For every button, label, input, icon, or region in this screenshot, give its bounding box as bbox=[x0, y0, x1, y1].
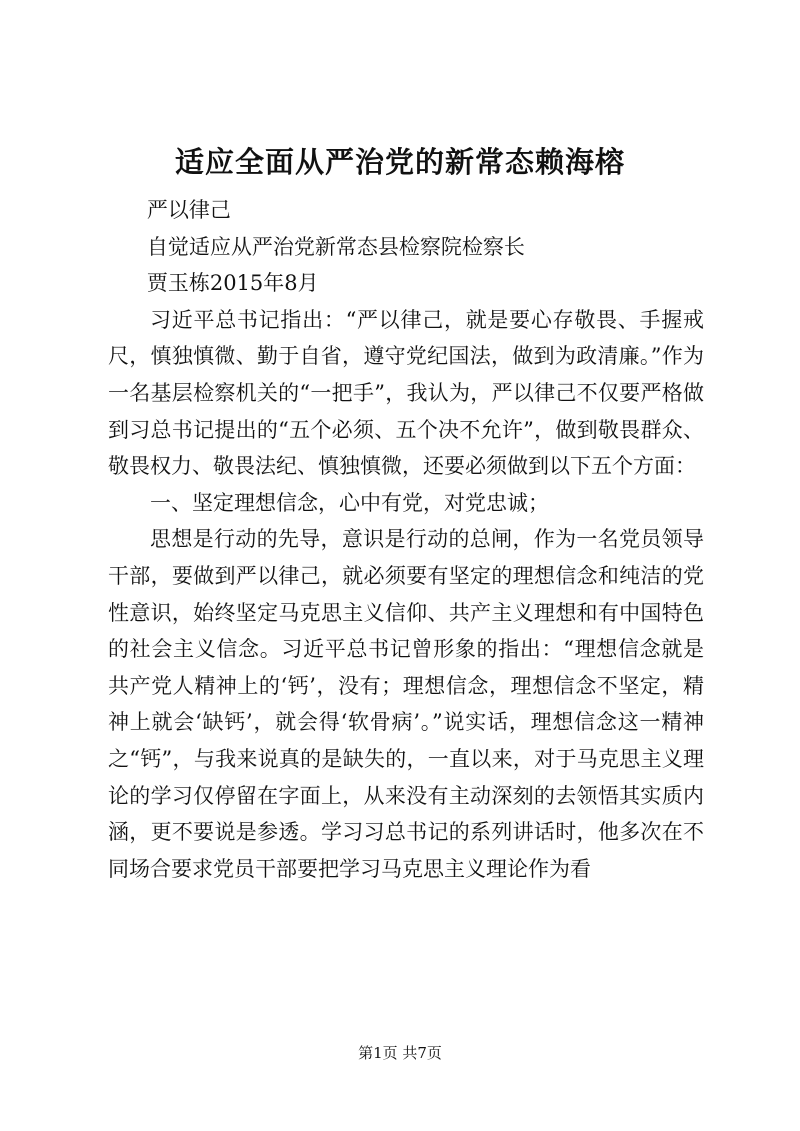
body-paragraph: 习近平总书记指出：“严以律己，就是要心存敬畏、手握戒尺，慎独慎微、勤于自省，遵守党纪国法，做到为政清廉。”作为一名基层检察机关的“一把手”，我认为，严以律己不仅要严格做到习总书记提出的“五个必须、五个决不允许”，做到敬畏群众、敬畏权力、敬畏法纪、慎独慎微，还要必须做到以下五个方面： bbox=[108, 307, 704, 479]
document-body bbox=[108, 192, 704, 887]
author-title-line: 自觉适应从严治党新常态县检察院检察长 bbox=[146, 234, 525, 259]
subtitle-line: 严以律己 bbox=[146, 198, 231, 222]
body-paragraph: 思想是行动的先导，意识是行动的总闸，作为一名党员领导干部，要做到严以律己，就必须要有坚定的理想信念和纯洁的党性意识，始终坚定马克思主义信仰、共产主义理想和有中国特色的社会主义信念。习近平总书记曾形象的指出：“理想信念就是共产党人精神上的‘钙’，没有；理想信念，理想信念不坚定，精神上就会‘缺钙’，就会得‘软骨病’。”说实话，理想信念这一精神之“钙”，与我来说真的是缺失的，一直以来，对于马克思主义理论的学习仅停留在字面上，从来没有主动深刻的去领悟其实质内涵，更不要说是参透。学习习总书记的系列讲话时，他多次在不同场合要求党员干部要把学习马克思主义理论作为看 bbox=[108, 527, 704, 881]
page-number-label: 第1页 共7页 bbox=[358, 1044, 442, 1062]
page-footer bbox=[0, 1042, 800, 1063]
section-heading: 一、坚定理想信念，心中有党，对党忠诚； bbox=[150, 490, 549, 515]
document-title: 适应全面从严治党的新常态赖海榕 bbox=[174, 145, 625, 179]
author-date-line: 贾玉栋2015年8月 bbox=[146, 271, 319, 296]
